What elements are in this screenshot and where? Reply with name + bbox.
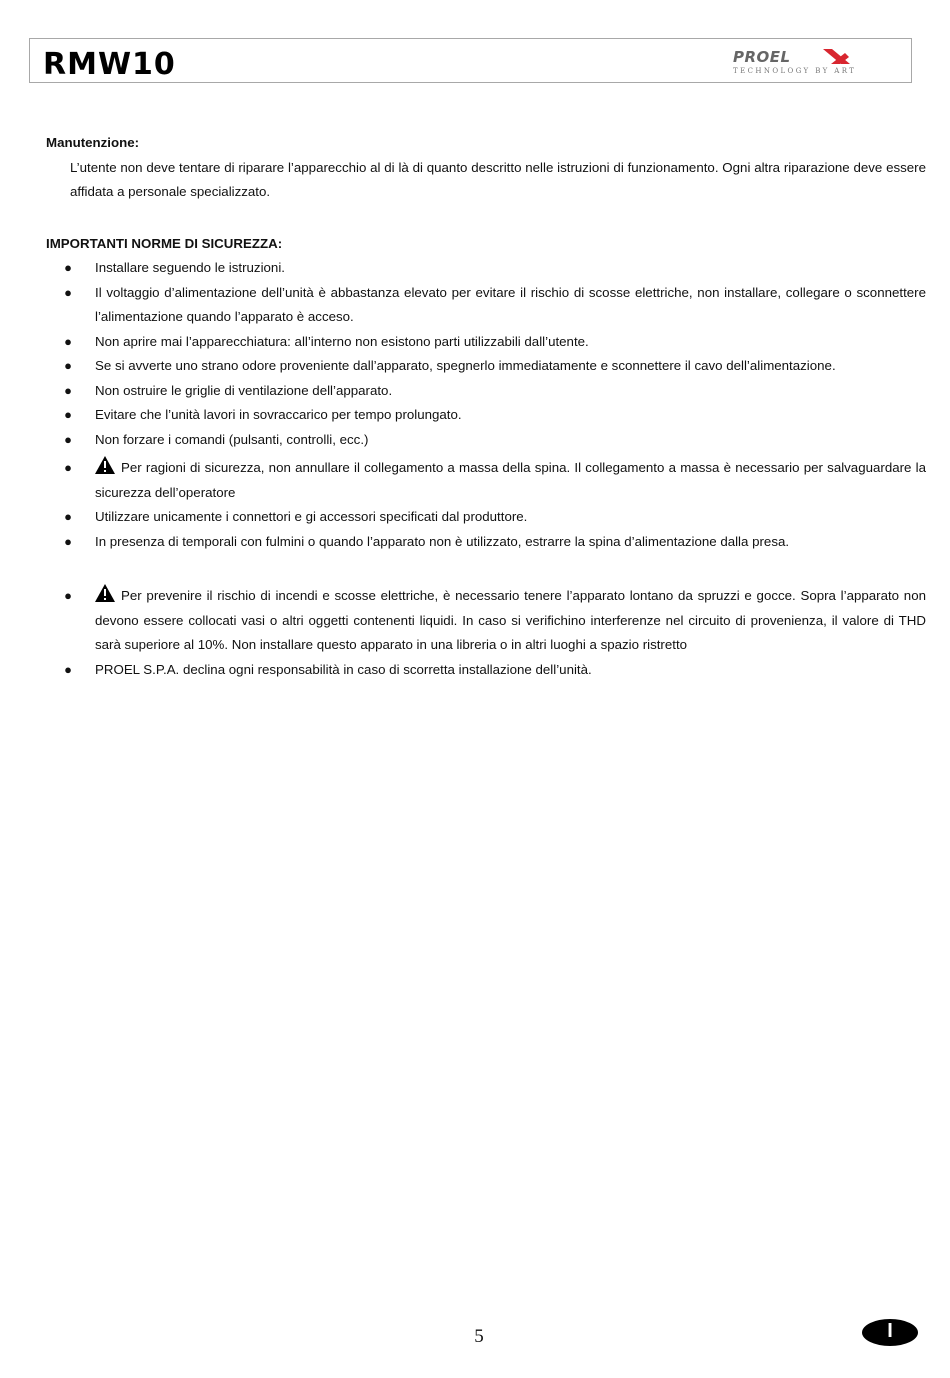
language-badge <box>862 1319 918 1346</box>
list-item: ● Evitare che l’unità lavori in sovraccarico per tempo prolungato. <box>46 403 926 428</box>
bullet-icon: ● <box>64 358 72 373</box>
page-number: 5 <box>474 1326 484 1347</box>
list-item: ● PROEL S.P.A. declina ogni responsabilità in caso di scorretta installazione dell’unità. <box>46 658 926 683</box>
bullet-icon: ● <box>64 533 72 549</box>
list-item: ● Non ostruire le griglie di ventilazione dell’apparato. <box>46 379 926 404</box>
list-item: ● Utilizzare unicamente i connettori e gi accessori specificati dal produttore. <box>46 505 926 530</box>
model-title: RMW10 <box>43 47 176 82</box>
maintenance-title: Manutenzione: <box>46 135 140 150</box>
logo-tagline: TECHNOLOGY BY ART <box>733 67 857 75</box>
list-item: ● Se si avverte uno strano odore proveniente dall’apparato, spegnerlo immediatamente e sconnettere il cavo dell’alimentazione. <box>46 354 926 379</box>
maintenance-text: L’utente non deve tentare di riparare l’apparecchio al di là di quanto descritto nelle istruzioni di funzionamento. Ogni altra riparazione deve essere affidata a personale specializzato. <box>70 159 926 199</box>
bullet-icon: ● <box>64 460 72 475</box>
list-item: ● In presenza di temporali con fulmini o quando l’apparato non è utilizzato, estrarre la spina d’alimentazione dalla presa. <box>46 530 926 555</box>
warning-triangle-icon <box>95 584 115 602</box>
logo-red-mark-icon <box>823 49 851 65</box>
warning-triangle-icon <box>95 456 115 474</box>
bullet-icon: ● <box>64 407 72 422</box>
list-item: ● Il voltaggio d’alimentazione dell’unità è abbastanza elevato per evitare il rischio di scosse elettriche, non installare, collegare o sconnettere l’alimentazione quando l’apparato è acceso. <box>46 281 926 330</box>
bullet-icon: ● <box>64 333 72 349</box>
bullet-icon: ● <box>64 284 72 300</box>
safety-list <box>46 256 926 554</box>
list-item: ● Per prevenire il rischio di incendi e scosse elettriche, è necessario tenere l’apparato lontano da spruzzi e gocce. Sopra l’apparato non devono essere collocati vasi o altri oggetti contenenti liquidi. In caso si verifichino interferenze nel circuito di provenienza, il valore di THD sarà superiore al 10%. Non installare questo apparato in una libreria o in altri luoghi a spazio ristretto <box>46 584 926 658</box>
list-item: ● Non aprire mai l’apparecchiatura: all’interno non esistono parti utilizzabili dall’utente. <box>46 330 926 355</box>
document-body <box>46 131 926 682</box>
safety-list-secondary <box>46 584 926 682</box>
safety-title: IMPORTANTI NORME DI SICUREZZA: <box>46 235 283 251</box>
proel-logo <box>733 48 857 76</box>
list-item: ● Per ragioni di sicurezza, non annullare il collegamento a massa della spina. Il collegamento a massa è necessario per salvaguardare la sicurezza dell’operatore <box>46 456 926 505</box>
bullet-icon: ● <box>64 431 72 447</box>
bullet-icon: ● <box>64 382 72 398</box>
page-header <box>29 38 912 83</box>
bullet-icon: ● <box>64 661 72 677</box>
list-item: ● Installare seguendo le istruzioni. <box>46 256 926 281</box>
bullet-icon: ● <box>64 260 72 275</box>
list-item: ● Non forzare i comandi (pulsanti, controlli, ecc.) <box>46 428 926 453</box>
bullet-icon: ● <box>64 509 72 524</box>
logo-wordmark: PROEL <box>733 48 791 66</box>
bullet-icon: ● <box>64 588 72 603</box>
language-label: I <box>887 1320 893 1342</box>
